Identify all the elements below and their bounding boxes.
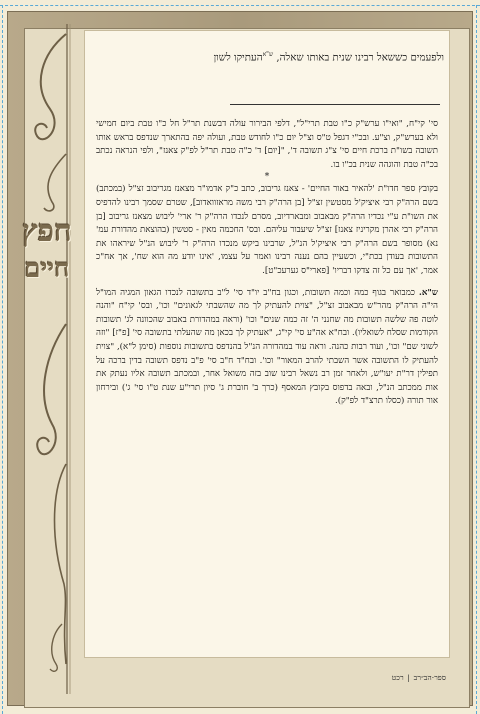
footnote-paragraph-3 xyxy=(96,287,438,409)
page-number: רכט xyxy=(391,673,404,682)
main-text-pre: ולפעמים כששאל רבינו שנית באותו שאלה, xyxy=(276,52,444,64)
footnote-paragraph-2: בקובץ ספר חדו"ת 'להאיר באור החיים' - צאנז גריבוב, כתב כ"ק אדמו"ר מצאנז מגריבוב זצ"ל (במכתב) בשם הרה"ק רבי איציק'ל מסטשין זצ"ל [בן הרה"ק רבי משה מראזוואדוב], שטרם שסמך רבינו להדפיס את השו"ת ע"י נכדיו הרה"ק מבאבוב ומבארדיוב, מסרם לנכדו הרה"ק ר' ארי' ליבוש מצאנז גריבוב [בן הרה"ק רבי אהרן מקריניז צאנז] זצ"ל שיעבור עליהם. ובס' החכמה מאין - סטשין (בהוצאת מהדורת עמ' נא) מסופר בשם הרה"ק רבי איציק'ל הנ"ל, שרבינו ביקש מנכדו הרה"ק ר' ליבוש הנ"ל שיראהו את התשובות בעודן בכת"י, וכשעיין בהם נענה רבינו ואמר על עצמו, 'אינו יודע מה הוא שח', אך אח"כ אמר, 'אך עם כל זה צדקו דבריו' [פארי"ס גערעכ"ט]. xyxy=(96,184,438,276)
page-footer xyxy=(86,673,446,682)
footnote-body: כמבואר בגוף כמה וכמה תשובות, וכגון בח"ב יו"ד סי' ל"ב בתשובה לנכדו הגאון המגיה המו"ל הי"ה הרה"ק מהר"ש מבאבוב זצ"ל, "צוית להעתיק לך מה שהשבתי לגאונים" וכו', ובס' קי"ח "והנה לוטה פה שלשה תשובות מה שחנני ה' זה כמה שנים" וכו' (וראה במהדורת באבוב שהכוונה לג' תשובות הקודמות שסלח לשואליו). ובח"א אה"ע סי' קי"ג, "אעתיק לך בכאן מה שהעלתי בתשובה סי' [פ"ז] "וזה לשוני שם" וכו', ועוד רבות כהנה. וראה עוד במהדורה הנ"ל בהנדפס בתשובות נוספות (סימן ל"א), "צוית להעתיק לו התשובה אשר השבתי להרב המאור" וכו'. ובח"ד ח"ב סי' פ"ב נדפס תשובה בדין ברכה על תפילין דר"ת יעו"ש, ולאחר זמן רב נשאל רבינו שוב בזה משואל אחר, ובמכתב תשובה אליו נעתק את אות ממכתב הנ"ל, ובאה בדפוס בקובץ המאסף (כרך ב' חוברת ג' סיון תרי"ע שנת ט"ו סי' ג') ובירחון אור תורה (כסלו תרצ"ד לפ"ק). xyxy=(96,287,438,407)
section-star: * xyxy=(264,172,270,183)
sidebar-title-line2: חיים xyxy=(24,254,70,284)
main-text-post: העתיקו לשון xyxy=(213,52,263,64)
footnote-separator xyxy=(230,104,440,105)
paragraph-gap xyxy=(96,279,438,287)
footer-separator: | xyxy=(407,673,410,682)
main-text-line xyxy=(92,48,444,64)
crop-guide-right xyxy=(476,5,477,714)
footnotes xyxy=(96,118,438,409)
running-title: ספר·הב״רב xyxy=(413,673,446,682)
footnote-lead: ש"א. xyxy=(418,287,438,298)
ornament-scroll-icon xyxy=(22,24,72,694)
footnote-marker: ש"א xyxy=(262,51,274,58)
footnote-paragraph-1: סי' קי"ח, "ואי"ו ערש"ק כ"ו טבת תרי"ל", דלפי הבירור עולה דבשנת תר"ל חל כ"ו טבת ביום חמישי ולא בערש"ק, וצ"ע. ובכ"י דגפל ט"ס וצ"ל יום כ"ו לחודש טבת, ועולה יפה בהתארך שנדפס בראש אותו תשובה בשו"ת ברכת חיים סי' צ"ג תשובה ד', "[יום] ד' כ"ה טבת תר"ל לפ"ק צאנז", ולפי הנראה נכתב בכ"ה טבת והוגהה שנית בכ"ו בו. xyxy=(96,119,438,170)
crop-guide-top xyxy=(0,5,480,6)
sidebar-title-line1: חפץ xyxy=(22,214,72,249)
sidebar xyxy=(22,24,72,694)
crop-guide-left xyxy=(2,5,3,714)
